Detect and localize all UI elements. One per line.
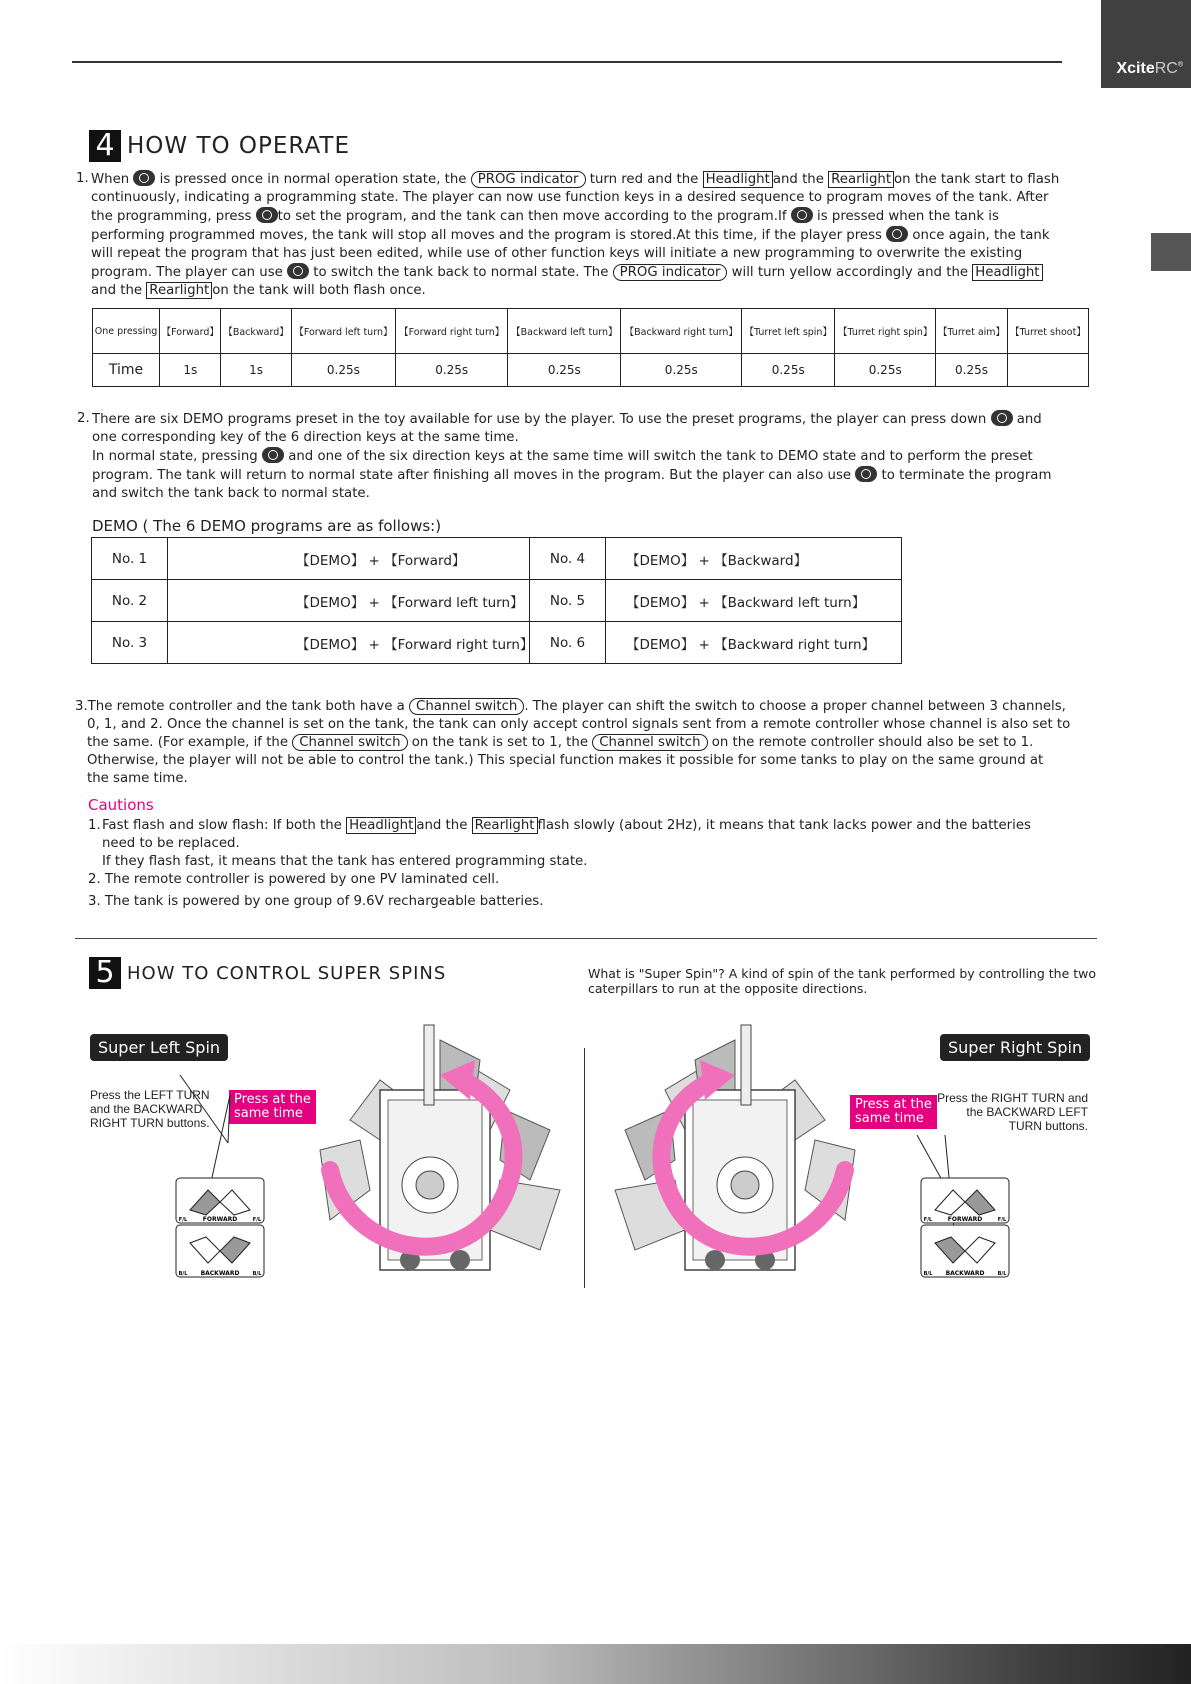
left-tank-spin-illustration	[310, 1020, 580, 1290]
left-spin-instructions: Press the LEFT TURN and the BACKWARD RIGHT TURN buttons.	[90, 1088, 210, 1130]
section-number: 5	[89, 957, 121, 989]
prog-key-icon	[133, 170, 155, 186]
list-item: 2. The remote controller is powered by one PV laminated cell.	[88, 872, 500, 887]
spin-divider	[584, 1048, 585, 1288]
right-remote-pad-illustration	[915, 1135, 1015, 1280]
set-key-icon	[855, 466, 877, 482]
list-item: 3. The tank is powered by one group of 9.6V rechargeable batteries.	[88, 894, 544, 909]
table-row: Time 1s 1s 0.25s 0.25s 0.25s 0.25s 0.25s 0.25s 0.25s	[93, 354, 1089, 387]
section-4-heading	[89, 130, 350, 162]
super-spin-definition: What is "Super Spin"? A kind of spin of the tank performed by controlling the two caterpillars to run at the opposite directions.	[588, 966, 1097, 996]
pad-forward-label: FORWARD	[947, 1216, 983, 1223]
pad-backward-label: BACKWARD	[200, 1270, 240, 1277]
press-same-time-badge: Press at the same time	[229, 1090, 316, 1124]
left-remote-pad-illustration	[170, 1075, 270, 1280]
demo-key-icon	[262, 447, 284, 463]
pad-fl-label: F/L	[923, 1217, 933, 1223]
super-right-spin-label: Super Right Spin	[940, 1034, 1090, 1061]
section-5-heading	[89, 957, 446, 989]
demo-programs-table	[91, 537, 902, 664]
section-title: HOW TO CONTROL SUPER SPINS	[127, 962, 447, 984]
right-spin-instructions: Press the RIGHT TURN and the BACKWARD LEFT TURN buttons.	[937, 1091, 1088, 1133]
side-tab	[1151, 233, 1191, 271]
press-same-time-badge: Press at the same time	[850, 1095, 937, 1129]
cautions-heading: Cautions	[88, 796, 154, 814]
table-header-row: One pressing 【Forward】 【Backward】 【Forward left turn】 【Forward right turn】 【Backward left turn】 【Backward right turn】 【Turret left spin】 【Turret right spin】 【Turret aim】 【Turret shoot】	[93, 309, 1089, 354]
operate-paragraph-2: 2. There are six DEMO programs preset in the toy available for use by the player. To use the preset programs, the player can press down and one corresponding key of the 6 direction keys at the same time. In normal state, pressing and one of the six direction keys at the same time will switch the tank to DEMO state and to perform the preset program. The tank will return to normal state after finishing all moves in the program. But the player can also use to terminate the program and switch the tank back to normal state.	[77, 411, 1052, 501]
pad-forward-label: FORWARD	[202, 1216, 238, 1223]
section-number: 4	[89, 130, 121, 162]
section-divider	[75, 938, 1097, 939]
pad-bl-label: B/L	[923, 1271, 933, 1277]
pad-bl-label: B/L	[178, 1271, 188, 1277]
demo-caption: DEMO ( The 6 DEMO programs are as follows:)	[92, 517, 442, 535]
list-item: need to be replaced.	[102, 836, 240, 851]
pad-br-label: B/L	[997, 1271, 1007, 1277]
list-item: 1. Fast flash and slow flash: If both the Headlight and the Rearlight flash slowly (about 2Hz), it means that tank lacks power and the batteries	[88, 818, 1031, 833]
demo-key-icon	[991, 410, 1013, 426]
right-tank-spin-illustration	[595, 1020, 865, 1290]
set-key-icon	[256, 207, 278, 223]
program-timing-table	[92, 308, 1089, 387]
cautions-list	[88, 817, 1031, 911]
super-left-spin-label: Super Left Spin	[90, 1034, 228, 1061]
table-row: No. 3 【DEMO】 + 【Forward right turn】 No. 6 【DEMO】 + 【Backward right turn】	[92, 622, 902, 664]
pad-backward-label: BACKWARD	[945, 1270, 985, 1277]
set-key-icon	[791, 207, 813, 223]
list-item: If they flash fast, it means that the tank has entered programming state.	[102, 854, 588, 869]
brand-box	[1101, 0, 1191, 88]
pad-br-label: B/L	[252, 1271, 262, 1277]
table-row: No. 1 【DEMO】 + 【Forward】 No. 4 【DEMO】 + 【Backward】	[92, 538, 902, 580]
operate-paragraph-1: 1. When is pressed once in normal operation state, the PROG indicator turn red and the Headlight and the Rearlight on the tank start to flash continuously, indicating a programming state. The player can now use function keys in a desired sequence to program moves of the tank. After the programming, press to set the program, and the tank can then move according to the program.If is pressed when the tank is performing programmed moves, the tank will stop all moves and the program is stored.At this time, if the player press once again, the tank will repeat the program that has just been edited, while use of other function keys will initiate a new programming to overwrite the existing program. The player can use to switch the tank back to normal state. The PROG indicator will turn yellow accordingly and the Headlight and the Rearlight on the tank will both flash once.	[76, 171, 1060, 298]
section-title: HOW TO OPERATE	[127, 133, 350, 159]
operate-paragraph-3: 3.The remote controller and the tank both have a Channel switch . The player can shift the switch to choose a proper channel between 3 channels, 0, 1, and 2. Once the channel is set on the tank, the tank can only accept control signals sent from a remote controller whose channel is also set to the same. (For example, if the Channel switch on the tank is set to 1, the Channel switch on the remote controller should also be set to 1. Otherwise, the player will not be able to control the tank.) This special function makes it possible for some tanks to play on the same ground at the same time.	[75, 699, 1071, 786]
footer-gradient-bar	[0, 1644, 1191, 1684]
pad-fr-label: F/L	[997, 1217, 1007, 1223]
set-key-icon	[886, 226, 908, 242]
pad-fr-label: F/L	[252, 1217, 262, 1223]
table-row: No. 2 【DEMO】 + 【Forward left turn】 No. 5 【DEMO】 + 【Backward left turn】	[92, 580, 902, 622]
pad-fl-label: F/L	[178, 1217, 188, 1223]
prog-key-icon	[287, 263, 309, 279]
top-rule	[72, 61, 1062, 63]
brand-logo: XciteRC®	[1116, 60, 1183, 77]
